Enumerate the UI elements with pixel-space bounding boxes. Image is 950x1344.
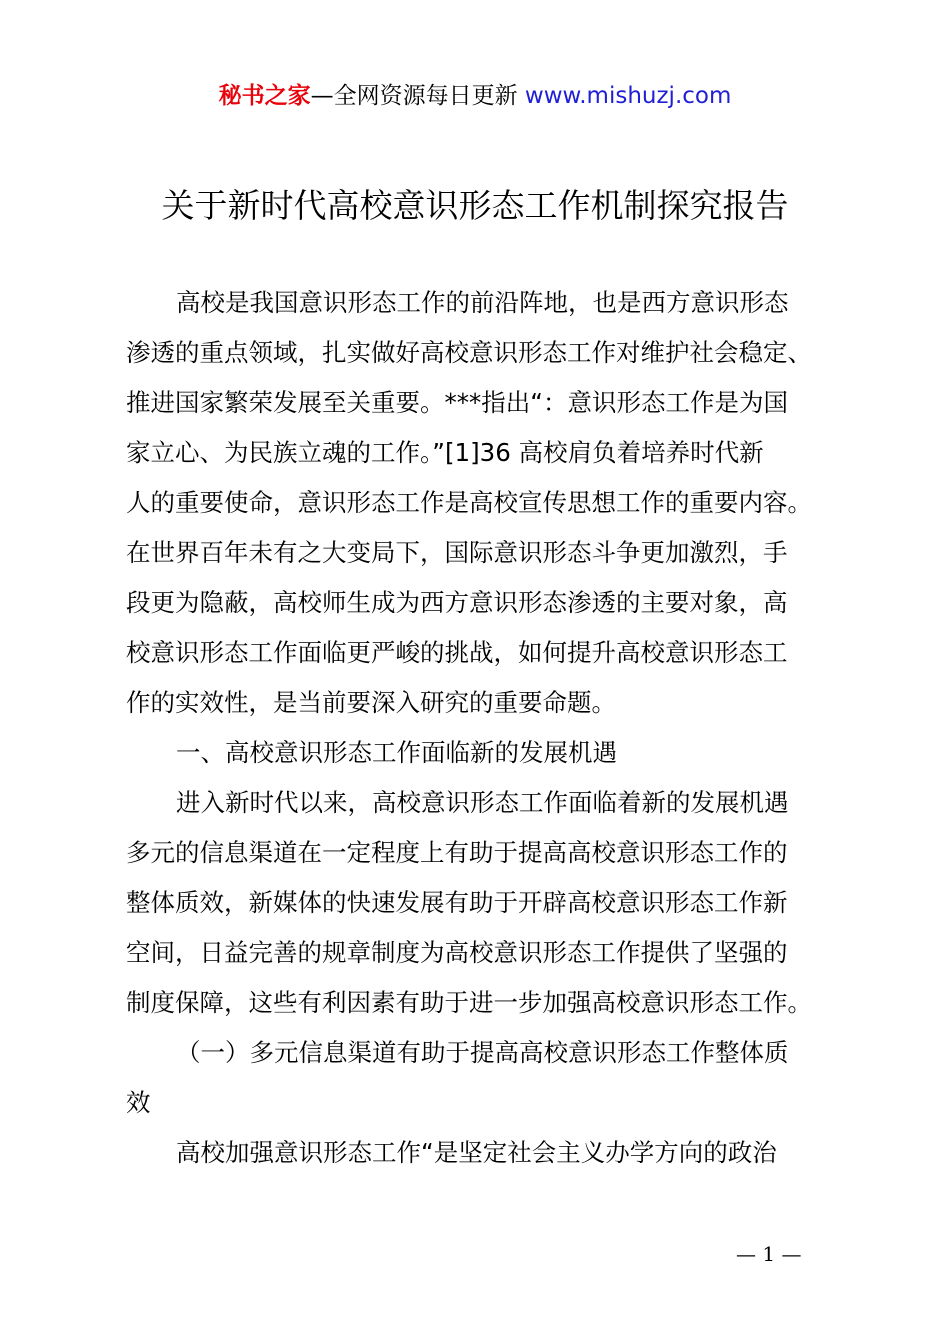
body-line: 制度保障，这些有利因素有助于进一步加强高校意识形态工作。 — [126, 988, 812, 1017]
section-heading: 一、高校意识形态工作面临新的发展机遇 — [176, 738, 617, 767]
site-header — [0, 80, 950, 112]
page-number: — 1 — — [736, 1242, 802, 1266]
body-line: 家立心、为民族立魂的工作。”[1]36 高校肩负着培养时代新 — [126, 438, 764, 467]
body-line: 整体质效，新媒体的快速发展有助于开辟高校意识形态工作新 — [126, 888, 788, 917]
subsection-heading-continued: 效 — [126, 1088, 151, 1117]
body-line: 进入新时代以来，高校意识形态工作面临着新的发展机遇 — [176, 788, 789, 817]
body-line: 高校是我国意识形态工作的前沿阵地，也是西方意识形态 — [176, 288, 789, 317]
body-line: 作的实效性，是当前要深入研究的重要命题。 — [126, 688, 616, 717]
body-line: 在世界百年未有之大变局下，国际意识形态斗争更加激烈，手 — [126, 538, 788, 567]
document-title: 关于新时代高校意识形态工作机制探究报告 — [161, 186, 789, 225]
site-tagline: —全网资源每日更新 — [310, 83, 518, 109]
body-line: 人的重要使命，意识形态工作是高校宣传思想工作的重要内容。 — [126, 488, 812, 517]
body-line: 段更为隐蔽，高校师生成为西方意识形态渗透的主要对象，高 — [126, 588, 788, 617]
site-url-link[interactable]: www.mishuzj.com — [524, 83, 732, 109]
body-line: 空间，日益完善的规章制度为高校意识形态工作提供了坚强的 — [126, 938, 788, 967]
body-line: 渗透的重点领域，扎实做好高校意识形态工作对维护社会稳定、 — [126, 338, 812, 367]
subsection-heading: （一）多元信息渠道有助于提高高校意识形态工作整体质 — [176, 1038, 789, 1067]
body-line: 推进国家繁荣发展至关重要。***指出“：意识形态工作是为国 — [126, 388, 788, 417]
body-line: 高校加强意识形态工作“是坚定社会主义办学方向的政治 — [176, 1138, 777, 1167]
site-brand: 秘书之家 — [218, 83, 311, 109]
body-line: 多元的信息渠道在一定程度上有助于提高高校意识形态工作的 — [126, 838, 788, 867]
body-line: 校意识形态工作面临更严峻的挑战，如何提升高校意识形态工 — [126, 638, 788, 667]
